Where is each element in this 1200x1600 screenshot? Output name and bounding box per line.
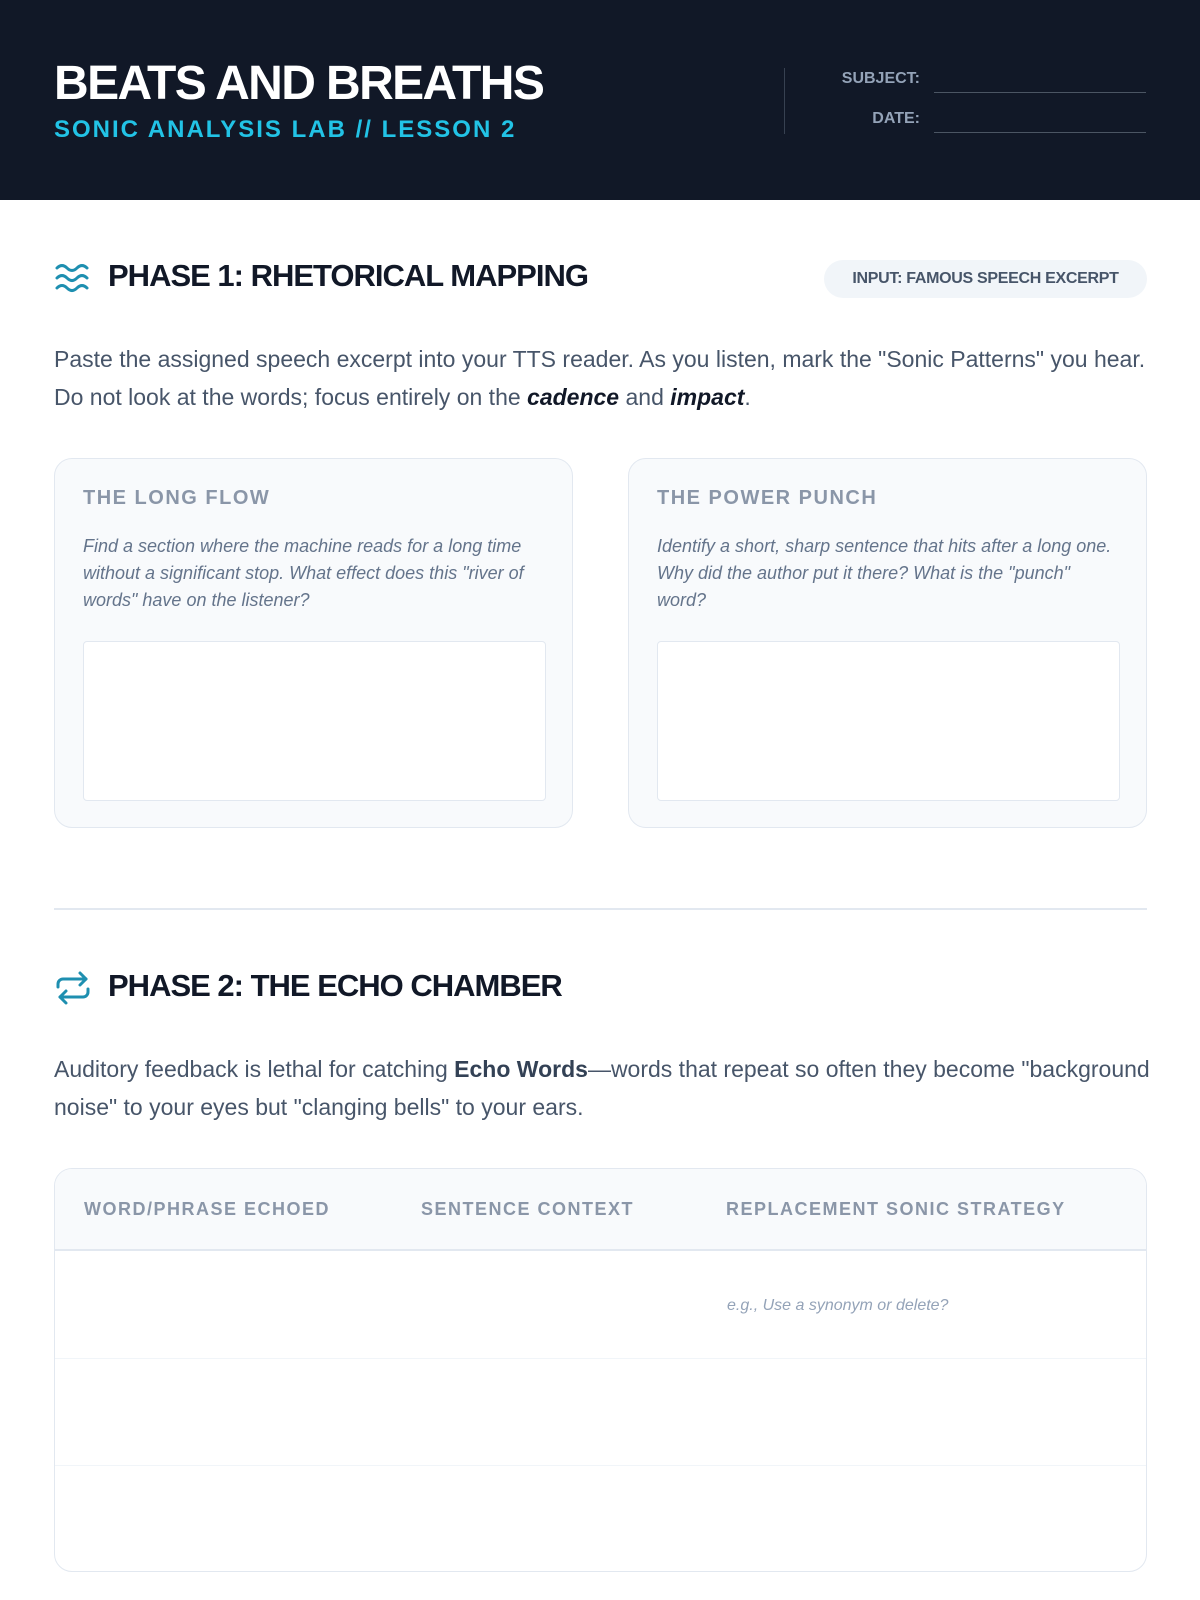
column-header-strategy: REPLACEMENT SONIC STRATEGY — [726, 1199, 1066, 1219]
header — [0, 0, 1200, 200]
phase1-title: PHASE 1: RHETORICAL MAPPING — [108, 258, 588, 293]
card-title: THE LONG FLOW — [83, 487, 271, 509]
phase2-intro-echo-words: Echo Words — [454, 1056, 588, 1082]
phase2-intro — [54, 1050, 1154, 1126]
subject-field-line[interactable] — [934, 92, 1146, 93]
page-subtitle: SONIC ANALYSIS LAB // LESSON 2 — [54, 116, 517, 143]
date-field-line[interactable] — [934, 132, 1146, 133]
column-header-word: WORD/PHRASE ECHOED — [84, 1199, 331, 1219]
input-badge: INPUT: FAMOUS SPEECH EXCERPT — [824, 260, 1147, 298]
table-row[interactable] — [55, 1360, 1146, 1466]
repeat-icon — [54, 970, 92, 1006]
waves-icon — [54, 260, 92, 296]
card-power-punch — [628, 458, 1147, 828]
strategy-hint: e.g., Use a synonym or delete? — [727, 1297, 949, 1314]
table-header — [55, 1169, 1146, 1251]
phase1-intro-and: and — [619, 384, 671, 410]
phase1-intro — [54, 340, 1154, 416]
subject-label: SUBJECT: — [841, 70, 920, 87]
card-description: Find a section where the machine reads for a long time without a significant stop. What effect does this "river of words" have on the listener? — [83, 536, 524, 610]
phase1-intro-impact: impact — [670, 384, 745, 410]
phase2-intro-end: —words that repeat so often they become "background noise" to your eyes but "clanging bells" to your ears. — [54, 1056, 1150, 1120]
phase2-intro-text: Auditory feedback is lethal for catching — [54, 1056, 455, 1082]
table-row[interactable] — [55, 1253, 1146, 1359]
phase1-intro-cadence: cadence — [527, 384, 620, 410]
phase2-title: PHASE 2: THE ECHO CHAMBER — [108, 968, 562, 1003]
power-punch-answer-box[interactable] — [657, 641, 1120, 801]
column-header-context: SENTENCE CONTEXT — [421, 1199, 635, 1219]
section-divider — [54, 908, 1147, 910]
long-flow-answer-box[interactable] — [83, 641, 546, 801]
header-divider — [784, 68, 785, 134]
phase1-intro-end: . — [744, 384, 751, 410]
card-title: THE POWER PUNCH — [657, 487, 878, 509]
date-label: DATE: — [872, 110, 920, 127]
page-title: BEATS AND BREATHS — [54, 57, 544, 110]
echo-words-table — [54, 1168, 1147, 1572]
phase1-intro-text: Paste the assigned speech excerpt into your TTS reader. As you listen, mark the "Sonic Patterns" you hear. Do not look at the words; focus entirely on the — [54, 346, 1146, 410]
table-row[interactable] — [55, 1467, 1146, 1572]
card-description: Identify a short, sharp sentence that hits after a long one. Why did the author put it there? What is the "punch" word? — [657, 536, 1112, 610]
card-long-flow — [54, 458, 573, 828]
